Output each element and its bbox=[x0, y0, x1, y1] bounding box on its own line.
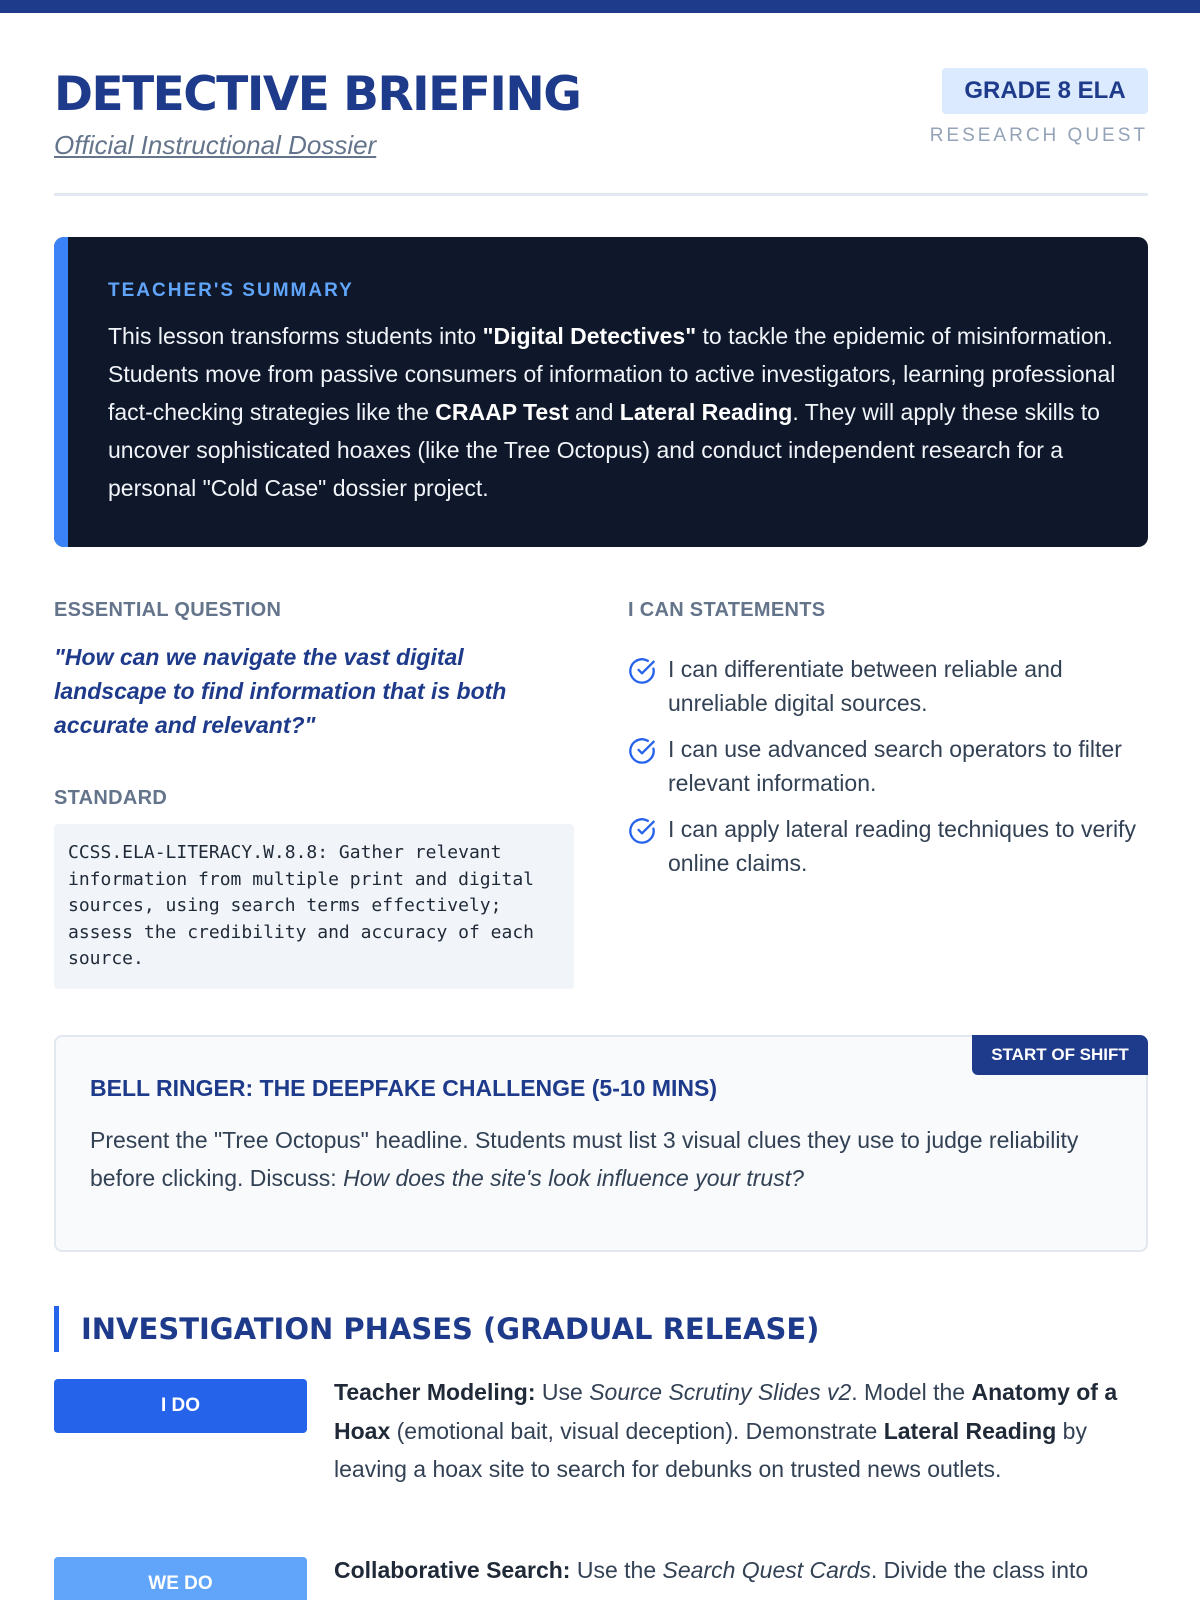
page-header bbox=[54, 66, 1148, 196]
summary-text-part: to tackle the epidemic of misinformation. Students move from passive consumers of information to active investigators, learning professional fact-checking strategies like the bbox=[108, 323, 1116, 425]
right-column bbox=[628, 598, 1148, 892]
phase-text-part: Use the bbox=[570, 1557, 663, 1583]
summary-text-part: This lesson transforms students into bbox=[108, 323, 483, 349]
summary-label: TEACHER'S SUMMARY bbox=[108, 280, 354, 301]
phase-text-part: Use bbox=[535, 1379, 590, 1405]
standard-label: STANDARD bbox=[54, 787, 168, 809]
i-do-text bbox=[334, 1373, 1134, 1489]
phase-lead: Teacher Modeling: bbox=[334, 1379, 536, 1405]
we-do-text bbox=[334, 1551, 1134, 1590]
summary-emphasis: CRAAP Test bbox=[435, 399, 569, 425]
grade-badge: GRADE 8 ELA bbox=[942, 68, 1148, 114]
phase-resource: Source Scrutiny Slides v2 bbox=[589, 1379, 852, 1405]
bell-ringer-instruction: Present the "Tree Octopus" headline. Students must list 3 visual clues they use to judge reliability before clicking. Discuss: bbox=[90, 1127, 1079, 1191]
phase-text-part: . Divide the class into bbox=[870, 1557, 1089, 1583]
phase-text-part: . Model the bbox=[851, 1379, 972, 1405]
phase-emphasis: Anatomy of a Hoax bbox=[334, 1379, 1118, 1444]
check-circle-icon bbox=[628, 817, 656, 845]
i-can-text: I can use advanced search operators to filter relevant information. bbox=[668, 736, 1122, 796]
bell-ringer-text bbox=[90, 1121, 1100, 1197]
summary-emphasis: "Digital Detectives" bbox=[482, 323, 697, 349]
page-title: DETECTIVE BRIEFING bbox=[54, 67, 581, 122]
phase-text-part: by leaving a hoax site to search for debunks on trusted news outlets. bbox=[334, 1417, 1087, 1482]
i-can-list bbox=[628, 652, 1148, 880]
i-can-item bbox=[628, 732, 1148, 800]
check-circle-icon bbox=[628, 657, 656, 685]
phase-resource: Search Quest Cards bbox=[662, 1557, 871, 1583]
left-column bbox=[54, 598, 574, 989]
page-subtitle: Official Instructional Dossier bbox=[54, 130, 377, 160]
summary-text-part: . They will apply these skills to uncover sophisticated hoaxes (like the Tree Octopus) and conduct independent research for a personal "Cold Case" dossier project. bbox=[108, 399, 1100, 501]
research-tag: RESEARCH QUEST bbox=[929, 125, 1148, 146]
phase-lead: Collaborative Search: bbox=[334, 1557, 571, 1583]
essential-question-label: ESSENTIAL QUESTION bbox=[54, 599, 282, 621]
bell-ringer-card bbox=[54, 1035, 1148, 1252]
phase-emphasis: Lateral Reading bbox=[883, 1417, 1057, 1444]
phases-heading: INVESTIGATION PHASES (GRADUAL RELEASE) bbox=[54, 1306, 819, 1352]
standard-box: CCSS.ELA-LITERACY.W.8.8: Gather relevant information from multiple print and digital sources, using search terms effectively; assess the credibility and accuracy of each source. bbox=[54, 824, 574, 989]
i-can-text: I can differentiate between reliable and unreliable digital sources. bbox=[668, 656, 1063, 716]
i-can-item bbox=[628, 652, 1148, 720]
i-can-item bbox=[628, 812, 1148, 880]
summary-emphasis: Lateral Reading bbox=[619, 399, 793, 425]
bell-ringer-title: BELL RINGER: THE DEEPFAKE CHALLENGE (5-10 MINS) bbox=[90, 1075, 718, 1101]
i-can-label: I CAN STATEMENTS bbox=[628, 599, 826, 621]
summary-text-part: and bbox=[568, 399, 620, 425]
summary-text bbox=[108, 317, 1118, 507]
essential-question-text: "How can we navigate the vast digital landscape to find information that is both accurate and relevant?" bbox=[54, 644, 507, 738]
check-circle-icon bbox=[628, 737, 656, 765]
top-accent-bar bbox=[0, 0, 1200, 13]
teacher-summary-panel bbox=[54, 237, 1148, 547]
we-do-pill: WE DO bbox=[54, 1557, 307, 1600]
bell-ringer-question: How does the site's look influence your trust? bbox=[343, 1165, 804, 1191]
i-do-pill: I DO bbox=[54, 1379, 307, 1433]
phase-text-part: (emotional bait, visual deception). Demonstrate bbox=[390, 1417, 884, 1444]
start-of-shift-badge: START OF SHIFT bbox=[972, 1035, 1148, 1075]
i-can-text: I can apply lateral reading techniques to verify online claims. bbox=[668, 816, 1136, 876]
